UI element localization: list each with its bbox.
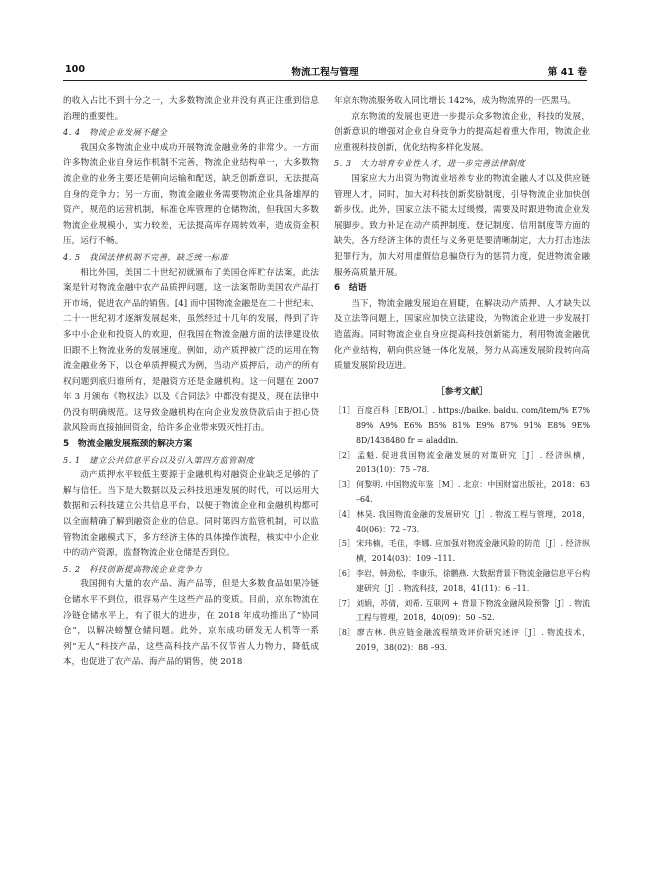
references-list	[334, 404, 590, 656]
running-header	[63, 64, 587, 78]
paragraph: 相比外国，美国二十世纪初就颁布了美国仓库贮存法案，此法案是针对物流金融中农产品质押问题，这一法案帮助美国农产品打开市场，促进农产品的销售。[4] 而中国物流金融是在二十世纪末、二十一世纪初才逐渐发展起来，虽然经过十几年的发展，得到了许多中小企业和投资人的欢迎，但我国在物流金融方面的法律建设依旧跟不上物流业务的发展速度。例如，动产质押被广泛的运用在物流金融业务下，以仓单质押模式为例，当动产质押后，动产的所有权问题到底归谁所有，是融资方还是金融机构。这一问题在 2007 年 3 月颁布《物权法》以及《合同法》中都没有提及，现在法律中仍没有明确规范。这导致金融机构在向企业发放贷款后由于担心贷款风险而直接抽回资金，给许多企业带来毁灭性打击。	[63, 267, 319, 434]
paragraph: 年京东物流服务收入同比增长 142%，成为物流界的一匹黑马。	[334, 96, 577, 106]
reference-item: ［5］宋玮楠，毛佳，李娜. 应加强对物流金融风险的防范［J］. 经济纵横，2014(03)：109 –111.	[334, 539, 590, 564]
volume-label: 第 41 卷	[547, 67, 587, 78]
journal-title: 物流工程与管理	[291, 67, 359, 78]
left-column	[63, 94, 319, 874]
paragraph: 国家应大力出资为物流业培养专业的物流金融人才以及供应链管理人才，同时，加大对科技创新奖励制度，引导物流企业加快创新步伐。此外，国家立法不能太过缓慢，需要及时跟进物流企业发展脚步。致力补足在动产质押制度、登记制度、信用制度等方面的缺失，各方经济主体的责任与义务更是要清晰制定，大力打击违法犯罪行为，加大对用虚假信息骗贷行为的惩罚力度，促进物流金融服务高质量开展。	[334, 173, 590, 278]
right-column	[334, 94, 590, 874]
header-rule	[63, 80, 587, 81]
reference-item: ［3］何黎明. 中国物流年鉴［M］. 北京：中国财富出版社，2018：63 –64.	[334, 480, 590, 505]
subsection-heading: 4. 5 我国法律机制不完善，缺乏统一标准	[63, 251, 229, 262]
section-heading: 6 结语	[334, 283, 367, 294]
paragraph: 我国拥有大量的农产品、海产品等，但是大多数食品如果冷链仓储水平不到位，很容易产生这些产品的变质。目前，京东物流在冷链仓储水平上，有了很大的进步，在 2018 年成功推出了“协同仓”，以解决螃蟹仓储问题。此外，京东成功研发无人机等一系列“无人”科技产品，这些高科技产品不仅节省人力物力，降低成本，也促进了农产品、海产品的销售，使 2018	[63, 579, 319, 668]
reference-item: ［4］林昊. 我国物流金融的发展研究［J］. 物流工程与管理，2018，40(06)：72 –73.	[334, 509, 590, 534]
paragraph: 我国众多物流企业中成功开展物流金融业务的非常少。一方面许多物流企业自身运作机制不完善，物流企业结构单一，大多数物流企业的业务主要还是朝向运输和配送，缺乏创新意识，无法提高自身的竞争力；另一方面，物流金融业务需要物流企业具备雄厚的资产，规范的运营机制，标准仓库管理的仓储物流，但我国大多数物流企业规模小，实力较差，无法提高库存周转效率，造成资金积压，运行不畅。	[63, 142, 319, 247]
paragraph: 的收入占比不到十分之一，大多数物流企业并没有真正注重到信息治理的重要性。	[63, 96, 319, 122]
paragraph: 当下，物流金融发展迫在眉睫，在解决动产质押、人才缺失以及立法等问题上，国家应加快立法建设，为物流企业进一步发展打造蓝海。同时物流企业自身应提高科技创新能力，利用物流金融优化产业结构，朝向供应链一体化发展，努力从高速发展阶段转向高质量发展阶段迈进。	[334, 298, 590, 372]
subsection-heading: 5. 2 科技创新提高物流企业竞争力	[63, 563, 203, 574]
subsection-heading: 5. 1 建立公共信息平台以及引入第四方监管制度	[63, 454, 255, 465]
reference-item: ［6］李岩，韩劲松，李康乐，徐鹏燕. 大数据背景下物流金融信息平台构建研究［J］. 物流科技，2018，41(11)：6 –11.	[334, 569, 590, 593]
paragraph: 京东物流的发展也更进一步提示众多物流企业，科技的发展，创新意识的增强对企业自身竞争力的提高起着重大作用，物流企业应重视科技创新，优化结构多样化发展。	[334, 111, 590, 153]
references-title: ［参考文献］	[436, 386, 488, 397]
section-heading: 5 物流金融发展瓶颈的解决方案	[63, 439, 193, 450]
reference-item: ［1］百度百科［EB/OL］. https://baike. baidu. com/item/% E7% 89% A9% E6% B5% 81% E9% 87% 91% E8% 9E% 8D/1438480 fr = aladdin.	[334, 406, 590, 445]
subsection-heading: 4. 4 物流企业发展不健全	[63, 127, 168, 138]
reference-item: ［2］孟魁. 促进我国物流金融发展的对策研究［J］. 经济纵横，2013(10)：75 –78.	[334, 450, 590, 475]
paragraph: 动产质押水平较低主要源于金融机构对融资企业缺乏足够的了解与信任。当下是大数据以及云科技迅速发展的时代，可以运用大数据和云科技建立公共信息平台，以便于物流企业和金融机构都可以全面精确了解到融资企业的信息。同时第四方监管机制，可以监管物流金融模式下，多方经济主体的具体操作流程，核实中小企业中的动产资源，监督物流企业仓储是否到位。	[63, 470, 319, 559]
subsection-heading: 5. 3 大力培育专业性人才，进一步完善法律制度	[334, 158, 526, 169]
reference-item: ［7］刘娟，苏倩，刘希. 互联网 + 背景下物流金融风险预警［J］. 物流工程与管理，2018，40(09)：50 –52.	[334, 598, 590, 623]
page-number: 100	[65, 64, 86, 75]
reference-item: ［8］廖吉林. 供应链金融流程绩效评价研究述评［J］. 物流技术，2019，38(02)：88 –93.	[334, 628, 590, 653]
